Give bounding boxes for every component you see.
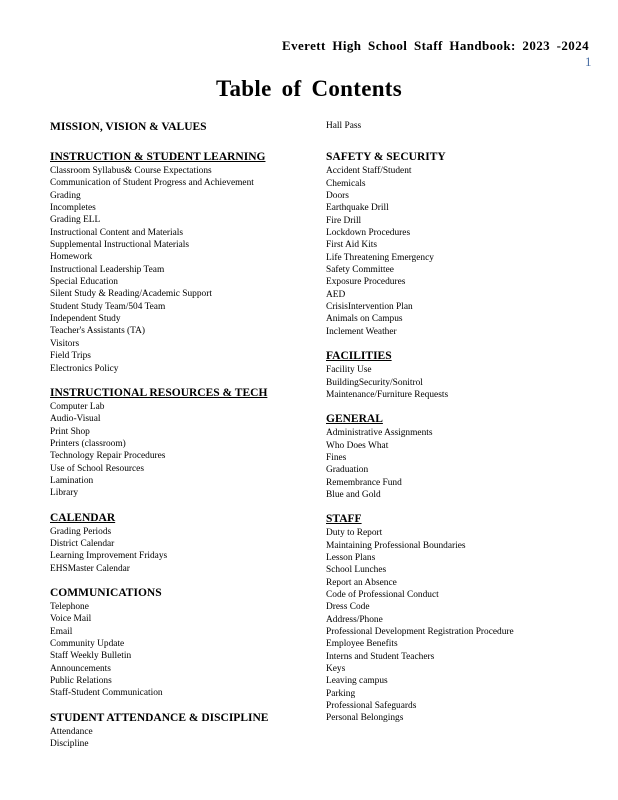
toc-entry[interactable]: Professional Safeguards xyxy=(326,701,417,712)
toc-entry[interactable]: Address/Phone xyxy=(326,614,383,625)
toc-entry[interactable]: Staff Weekly Bulletin xyxy=(50,651,132,662)
toc-entry[interactable]: Inclement Weather xyxy=(326,326,397,337)
toc-entry[interactable]: Classroom Syllabus& Course Expectations xyxy=(50,166,212,176)
toc-entry[interactable]: Grading Periods xyxy=(50,526,112,537)
toc-entry[interactable]: Special Education xyxy=(50,277,118,288)
toc-entry[interactable]: Silent Study & Reading/Academic Support xyxy=(50,289,212,300)
toc-section-calendar xyxy=(50,511,320,575)
toc-entry[interactable]: Electronics Policy xyxy=(50,363,119,374)
toc-section-continued xyxy=(326,120,596,132)
toc-entry[interactable]: Learning Improvement Fridays xyxy=(50,551,168,562)
toc-entry[interactable]: Technology Repair Procedures xyxy=(50,451,166,462)
toc-entry-list xyxy=(326,527,596,725)
toc-entry[interactable]: EHSMaster Calendar xyxy=(50,563,130,574)
toc-entry[interactable]: Computer Lab xyxy=(50,401,105,412)
toc-entry[interactable]: Parking xyxy=(326,688,356,699)
toc-entry-list xyxy=(326,120,596,132)
toc-section-mission-vision-values xyxy=(50,120,320,135)
toc-entry[interactable]: Student Study Team/504 Team xyxy=(50,301,166,312)
toc-entry-list xyxy=(326,364,596,401)
toc-entry[interactable]: Accident Staff/Student xyxy=(326,166,412,177)
toc-entry[interactable]: Grading ELL xyxy=(50,215,101,226)
toc-section-heading[interactable]: MISSION, VISION & VALUES xyxy=(50,121,207,133)
toc-entry[interactable]: Graduation xyxy=(326,465,369,476)
toc-section-heading[interactable]: COMMUNICATIONS xyxy=(50,586,162,599)
toc-entry[interactable]: BuildingSecurity/Sonitrol xyxy=(326,377,423,388)
toc-entry[interactable]: District Calendar xyxy=(50,538,115,549)
toc-entry[interactable]: Administrative Assignments xyxy=(326,428,433,439)
toc-entry[interactable]: Library xyxy=(50,488,79,499)
toc-entry[interactable]: Telephone xyxy=(50,601,89,612)
document-header: Everett High School Staff Handbook: 2023 -2024 xyxy=(282,38,590,53)
toc-section-heading[interactable]: INSTRUCTIONAL RESOURCES & TECH xyxy=(50,386,268,399)
toc-entry[interactable]: Lamination xyxy=(50,475,94,486)
toc-entry[interactable]: Personal Belongings xyxy=(326,713,404,724)
toc-entry[interactable]: Communication of Student Progress and Achievement xyxy=(50,178,254,189)
toc-entry[interactable]: Announcements xyxy=(50,663,111,674)
toc-entry-list xyxy=(50,526,320,575)
toc-entry[interactable]: Community Update xyxy=(50,639,125,649)
toc-entry[interactable]: Lesson Plans xyxy=(326,552,376,563)
toc-section-heading[interactable]: FACILITIES xyxy=(326,350,392,363)
toc-section-heading[interactable]: STUDENT ATTENDANCE & DISCIPLINE xyxy=(50,711,269,724)
toc-entry[interactable]: School Lunches xyxy=(326,565,387,576)
toc-entry[interactable]: Public Relations xyxy=(50,676,112,687)
toc-entry[interactable]: Interns and Student Teachers xyxy=(326,651,435,662)
toc-entry[interactable]: Teacher's Assistants (TA) xyxy=(50,326,146,337)
toc-entry-list xyxy=(326,427,596,501)
toc-entry[interactable]: Facility Use xyxy=(326,365,372,376)
toc-entry[interactable]: Blue and Gold xyxy=(326,489,381,500)
toc-section-heading[interactable]: INSTRUCTION & STUDENT LEARNING xyxy=(50,151,266,163)
toc-entry[interactable]: First Aid Kits xyxy=(326,240,378,251)
toc-entry[interactable]: AED xyxy=(326,289,346,300)
toc-entry[interactable]: Maintenance/Furniture Requests xyxy=(326,389,449,400)
toc-entry[interactable]: Fines xyxy=(326,452,347,463)
toc-entry[interactable]: Staff-Student Communication xyxy=(50,688,163,699)
toc-entry[interactable]: Remembrance Fund xyxy=(326,477,402,488)
toc-entry[interactable]: Discipline xyxy=(50,739,89,750)
page-title: Table of Contents xyxy=(215,76,403,101)
toc-entry[interactable]: Keys xyxy=(326,664,346,675)
toc-entry[interactable]: Earthquake Drill xyxy=(326,203,389,214)
toc-entry[interactable]: Chemicals xyxy=(326,178,366,189)
toc-entry-list xyxy=(50,401,320,500)
toc-entry[interactable]: Who Does What xyxy=(326,440,389,451)
page-number: 1 xyxy=(585,54,592,69)
toc-entry[interactable]: Visitors xyxy=(50,338,80,349)
toc-entry[interactable]: Print Shop xyxy=(50,426,90,437)
toc-entry[interactable]: Email xyxy=(50,626,73,637)
toc-entry[interactable]: Homework xyxy=(50,252,93,263)
toc-entry[interactable]: Exposure Procedures xyxy=(326,277,406,288)
toc-right-column xyxy=(326,120,596,725)
toc-entry-list xyxy=(326,165,596,338)
toc-entry[interactable]: Safety Committee xyxy=(326,265,394,276)
toc-entry[interactable]: Grading xyxy=(50,190,81,201)
toc-entry[interactable]: Leaving campus xyxy=(326,676,388,687)
toc-entry[interactable]: Dress Code xyxy=(326,602,370,613)
toc-section-instruction-student-learning xyxy=(50,150,320,375)
toc-section-safety-security xyxy=(326,150,596,338)
toc-entry[interactable]: Instructional Leadership Team xyxy=(50,264,165,275)
toc-entry[interactable]: Code of Professional Conduct xyxy=(326,589,439,600)
toc-section-instructional-resources-tech xyxy=(50,386,320,500)
toc-entry[interactable]: Report an Absence xyxy=(326,577,397,588)
toc-entry-list xyxy=(50,726,320,751)
toc-entry[interactable]: Fire Drill xyxy=(326,215,362,226)
toc-entry[interactable]: Duty to Report xyxy=(326,528,383,539)
toc-section-facilities xyxy=(326,349,596,401)
toc-section-student-attendance-discipline xyxy=(50,711,320,751)
toc-entry[interactable]: Use of School Resources xyxy=(50,463,144,474)
toc-entry[interactable]: Supplemental Instructional Materials xyxy=(50,240,190,251)
toc-entry[interactable]: Hall Pass xyxy=(326,121,362,131)
toc-entry[interactable]: Audio-Visual xyxy=(50,414,101,425)
toc-entry[interactable]: Field Trips xyxy=(50,351,91,362)
toc-entry[interactable]: Life Threatening Emergency xyxy=(326,252,434,263)
toc-left-column xyxy=(50,120,320,750)
toc-entry[interactable]: Animals on Campus xyxy=(326,314,403,325)
toc-entry[interactable]: Lockdown Procedures xyxy=(326,228,411,239)
toc-entry[interactable]: CrisisIntervention Plan xyxy=(326,302,413,313)
toc-entry[interactable]: Independent Study xyxy=(50,314,121,325)
toc-entry[interactable]: Voice Mail xyxy=(50,614,92,625)
toc-entry[interactable]: Printers (classroom) xyxy=(50,438,126,449)
toc-section-communications xyxy=(50,586,320,700)
toc-section-staff xyxy=(326,512,596,725)
toc-entry-list xyxy=(50,165,320,375)
toc-entry[interactable]: Doors xyxy=(326,191,349,202)
toc-entry[interactable]: Instructional Content and Materials xyxy=(50,227,184,238)
toc-entry[interactable]: Employee Benefits xyxy=(326,639,398,650)
toc-entry[interactable]: Incompletes xyxy=(50,203,96,214)
toc-entry[interactable]: Professional Development Registration Procedure xyxy=(326,627,514,637)
toc-section-heading[interactable]: GENERAL xyxy=(326,413,383,426)
toc-entry-list xyxy=(50,601,320,700)
toc-section-heading[interactable]: STAFF xyxy=(326,513,362,526)
toc-section-heading[interactable]: SAFETY & SECURITY xyxy=(326,151,446,164)
toc-section-heading[interactable]: CALENDAR xyxy=(50,511,116,524)
toc-entry[interactable]: Attendance xyxy=(50,726,93,737)
toc-section-general xyxy=(326,412,596,501)
toc-entry[interactable]: Maintaining Professional Boundaries xyxy=(326,540,466,551)
